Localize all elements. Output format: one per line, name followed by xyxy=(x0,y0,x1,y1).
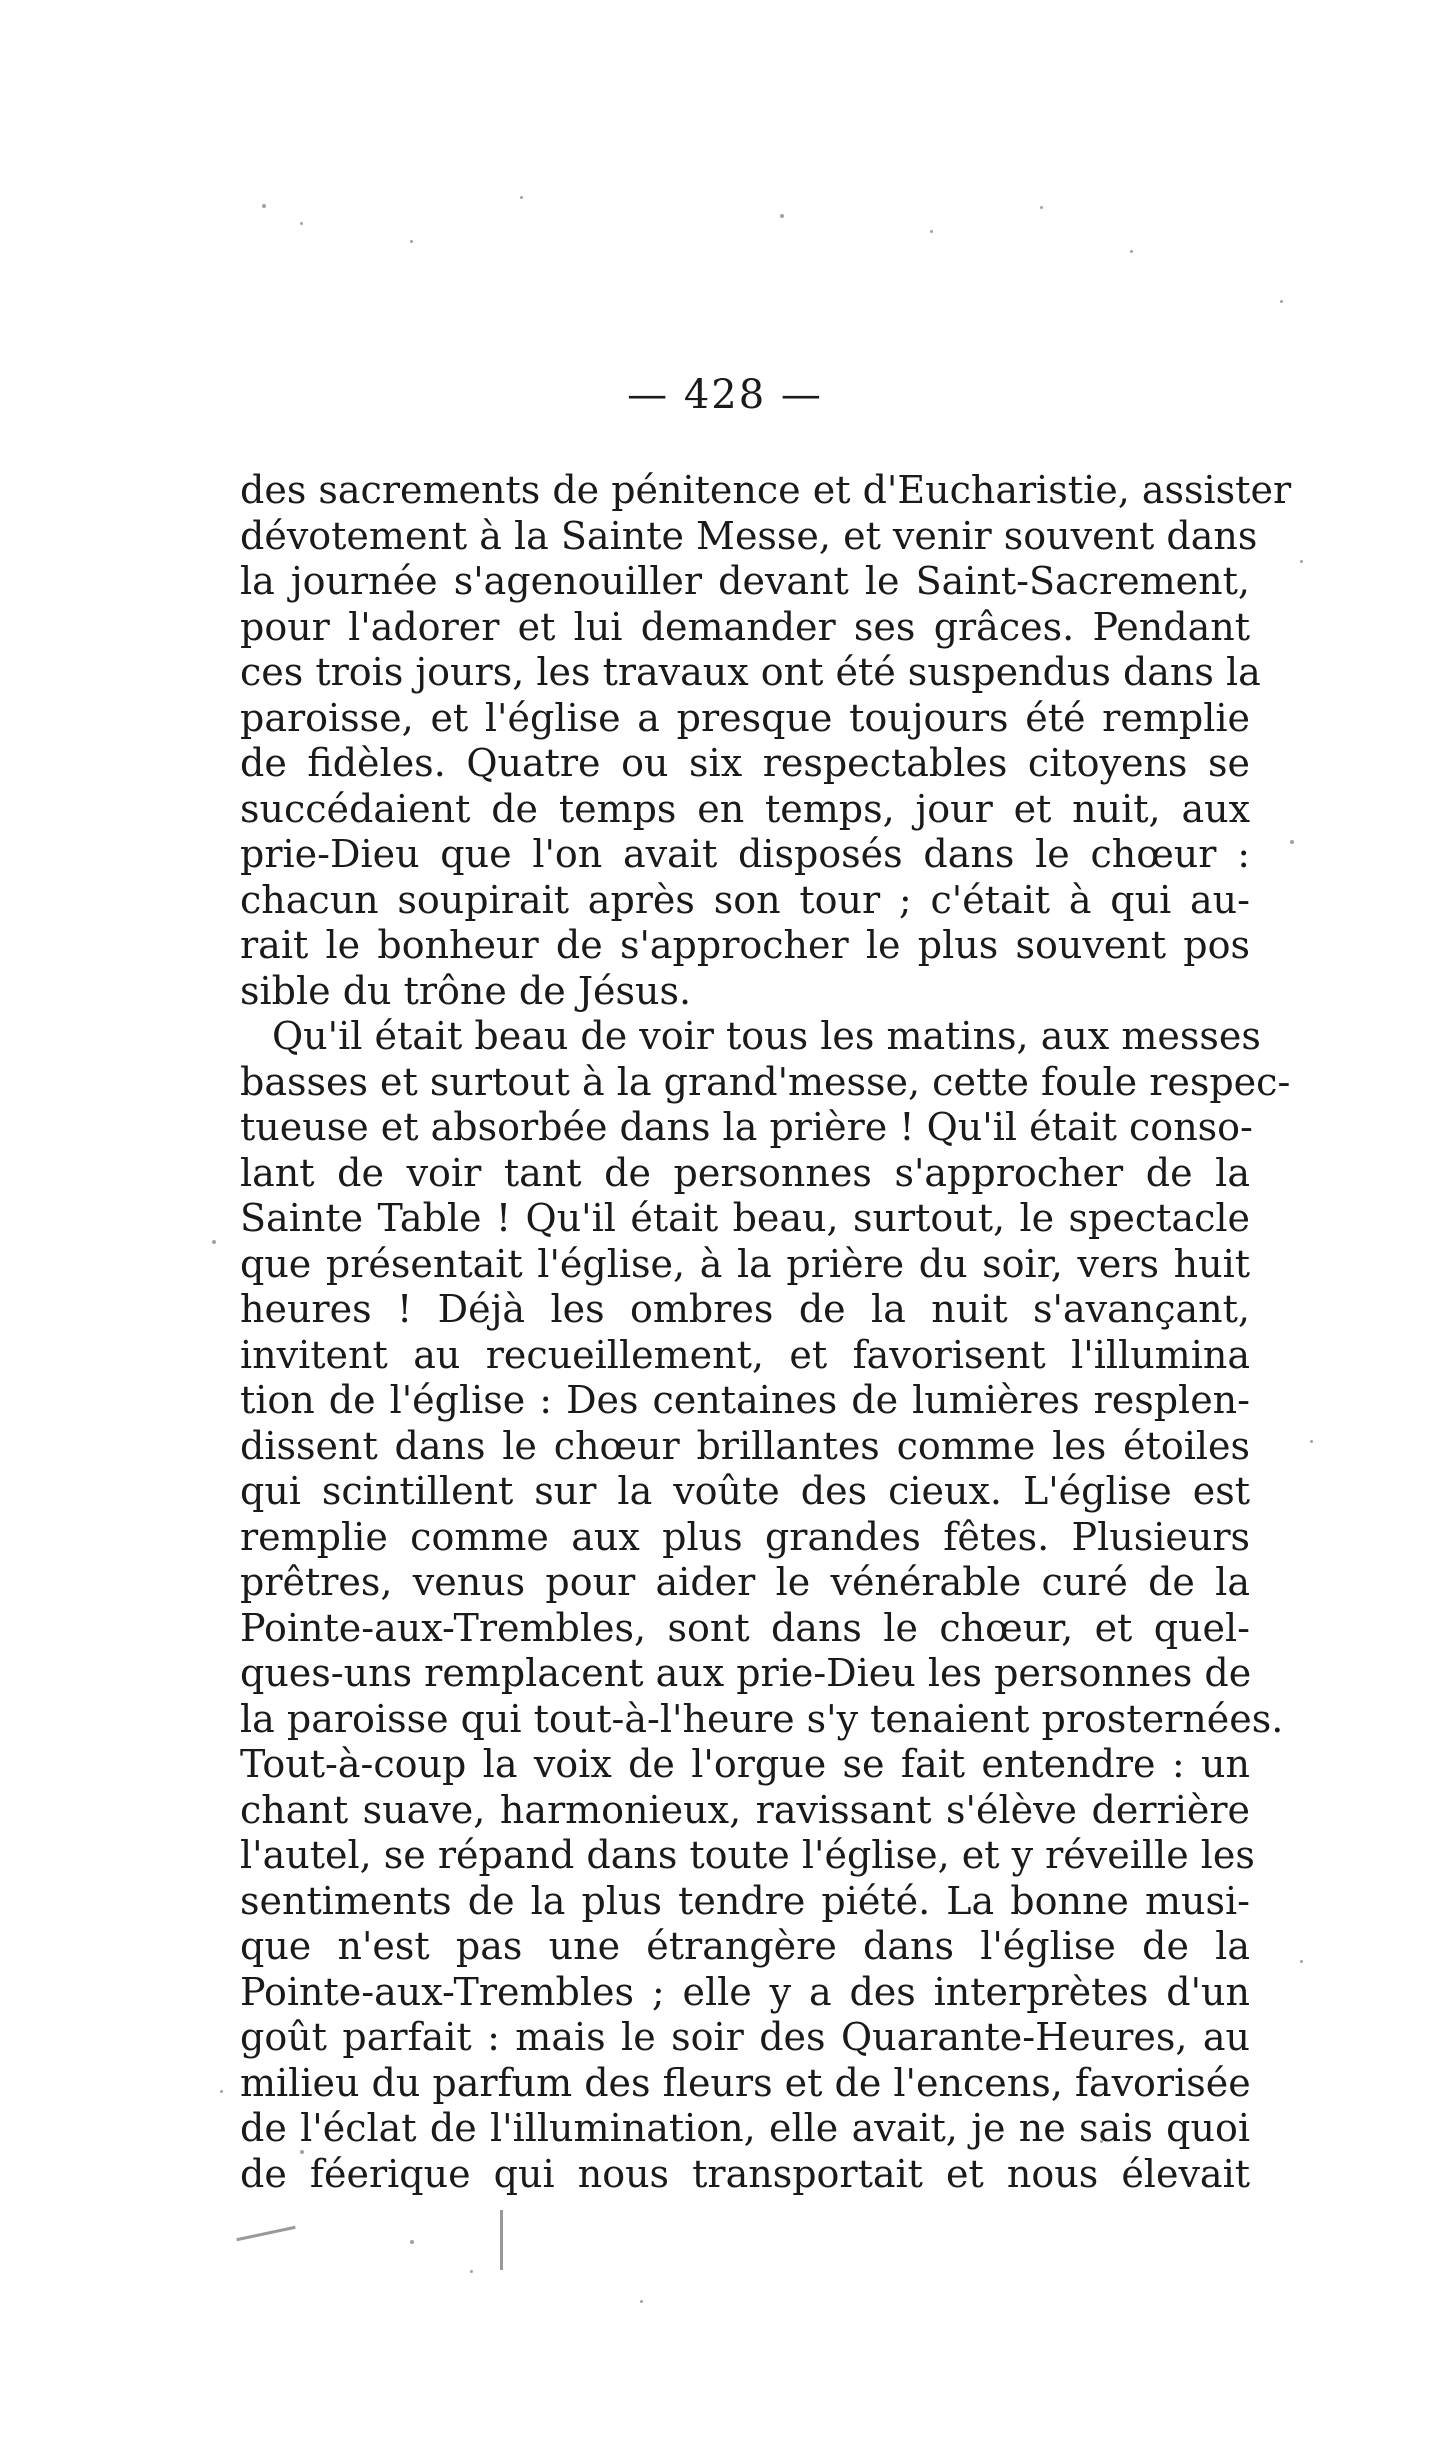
scan-smudge xyxy=(236,2226,295,2241)
text-line: Tout-à-coup la voix de l'orgue se fait entendre : un xyxy=(240,1742,1250,1786)
text-line: rait le bonheur de s'approcher le plus souvent pos xyxy=(240,923,1250,967)
text-line: tueuse et absorbée dans la prière ! Qu'il était conso- xyxy=(240,1105,1253,1149)
text-line: ces trois jours, les travaux ont été suspendus dans la xyxy=(240,650,1261,694)
text-line: ques-uns remplacent aux prie-Dieu les personnes de xyxy=(240,1651,1252,1695)
text-line: Pointe-aux-Trembles, sont dans le chœur, et quel- xyxy=(240,1605,1250,1650)
text-line: prie-Dieu que l'on avait disposés dans le chœur : xyxy=(240,832,1250,876)
scan-smudge xyxy=(500,2210,513,2270)
scan-speck xyxy=(930,230,933,233)
text-line: heures ! Déjà les ombres de la nuit s'avançant, xyxy=(240,1287,1250,1331)
scan-speck xyxy=(470,2270,473,2273)
text-line: paroisse, et l'église a presque toujours été remplie xyxy=(240,695,1250,740)
scan-speck xyxy=(220,2090,223,2093)
text-line: que présentait l'église, à la prière du soir, vers huit xyxy=(240,1241,1250,1286)
text-line: dissent dans le chœur brillantes comme les étoiles xyxy=(240,1423,1250,1468)
scan-speck xyxy=(262,204,266,208)
page-number: — 428 — xyxy=(627,372,823,418)
scan-speck xyxy=(1300,1960,1303,1963)
scan-speck xyxy=(1040,206,1043,209)
text-line: chacun soupirait après son tour ; c'était à qui au- xyxy=(240,877,1250,922)
text-line: milieu du parfum des fleurs et de l'encens, favorisée xyxy=(240,2060,1251,2105)
scan-speck xyxy=(410,240,413,243)
text-line: Pointe-aux-Trembles ; elle y a des interprètes d'un xyxy=(240,1969,1250,2014)
text-line: de fidèles. Quatre ou six respectables citoyens se xyxy=(240,741,1250,785)
text-line: de l'éclat de l'illumination, elle avait, je ne sais quoi xyxy=(240,2106,1250,2150)
text-line: qui scintillent sur la voûte des cieux. L'église est xyxy=(240,1469,1250,1513)
text-line: la journée s'agenouiller devant le Saint-Sacrement, xyxy=(240,559,1250,603)
text-line: sible du trône de Jésus. xyxy=(240,968,692,1013)
text-line: basses et surtout à la grand'messe, cette foule respec- xyxy=(240,1059,1291,1104)
text-line: que n'est pas une étrangère dans l'église de la xyxy=(240,1924,1250,1968)
text-line: lant de voir tant de personnes s'approcher de la xyxy=(240,1150,1250,1195)
text-line: Qu'il était beau de voir tous les matins, aux messes xyxy=(272,1014,1261,1058)
text-line: l'autel, se répand dans toute l'église, et y réveille les xyxy=(240,1833,1255,1877)
scan-speck xyxy=(300,222,303,225)
body-text xyxy=(240,468,1292,2197)
scan-speck xyxy=(1130,250,1133,253)
scan-speck xyxy=(1280,300,1283,303)
scan-speck xyxy=(1300,560,1303,563)
scan-speck xyxy=(1290,840,1294,844)
text-line: goût parfait : mais le soir des Quarante-Heures, au xyxy=(240,2015,1250,2059)
text-line: la paroisse qui tout-à-l'heure s'y tenaient prosternées. xyxy=(240,1696,1284,1741)
text-line: dévotement à la Sainte Messe, et venir souvent dans xyxy=(240,513,1258,558)
text-line: prêtres, venus pour aider le vénérable curé de la xyxy=(240,1560,1250,1604)
text-line: Sainte Table ! Qu'il était beau, surtout, le spectacle xyxy=(240,1196,1250,1240)
scan-speck xyxy=(410,2240,414,2244)
text-line: chant suave, harmonieux, ravissant s'élève derrière xyxy=(240,1787,1250,1832)
scan-speck xyxy=(780,214,784,218)
scan-speck xyxy=(520,196,523,199)
text-line: sentiments de la plus tendre piété. La bonne musi- xyxy=(240,1878,1250,1923)
text-line: pour l'adorer et lui demander ses grâces. Pendant xyxy=(240,604,1250,649)
scan-speck xyxy=(640,2300,643,2303)
scan-speck xyxy=(1310,1440,1313,1443)
text-line: succédaient de temps en temps, jour et nuit, aux xyxy=(240,786,1250,831)
text-line: tion de l'église : Des centaines de lumières resplen- xyxy=(240,1378,1250,1422)
text-line: de féerique qui nous transportait et nous élevait xyxy=(240,2151,1250,2196)
text-line: remplie comme aux plus grandes fêtes. Plusieurs xyxy=(240,1514,1250,1559)
text-line: des sacrements de pénitence et d'Eucharistie, assister xyxy=(240,468,1292,512)
text-line: invitent au recueillement, et favorisent l'illumina xyxy=(240,1332,1250,1377)
scan-speck xyxy=(212,1240,216,1244)
